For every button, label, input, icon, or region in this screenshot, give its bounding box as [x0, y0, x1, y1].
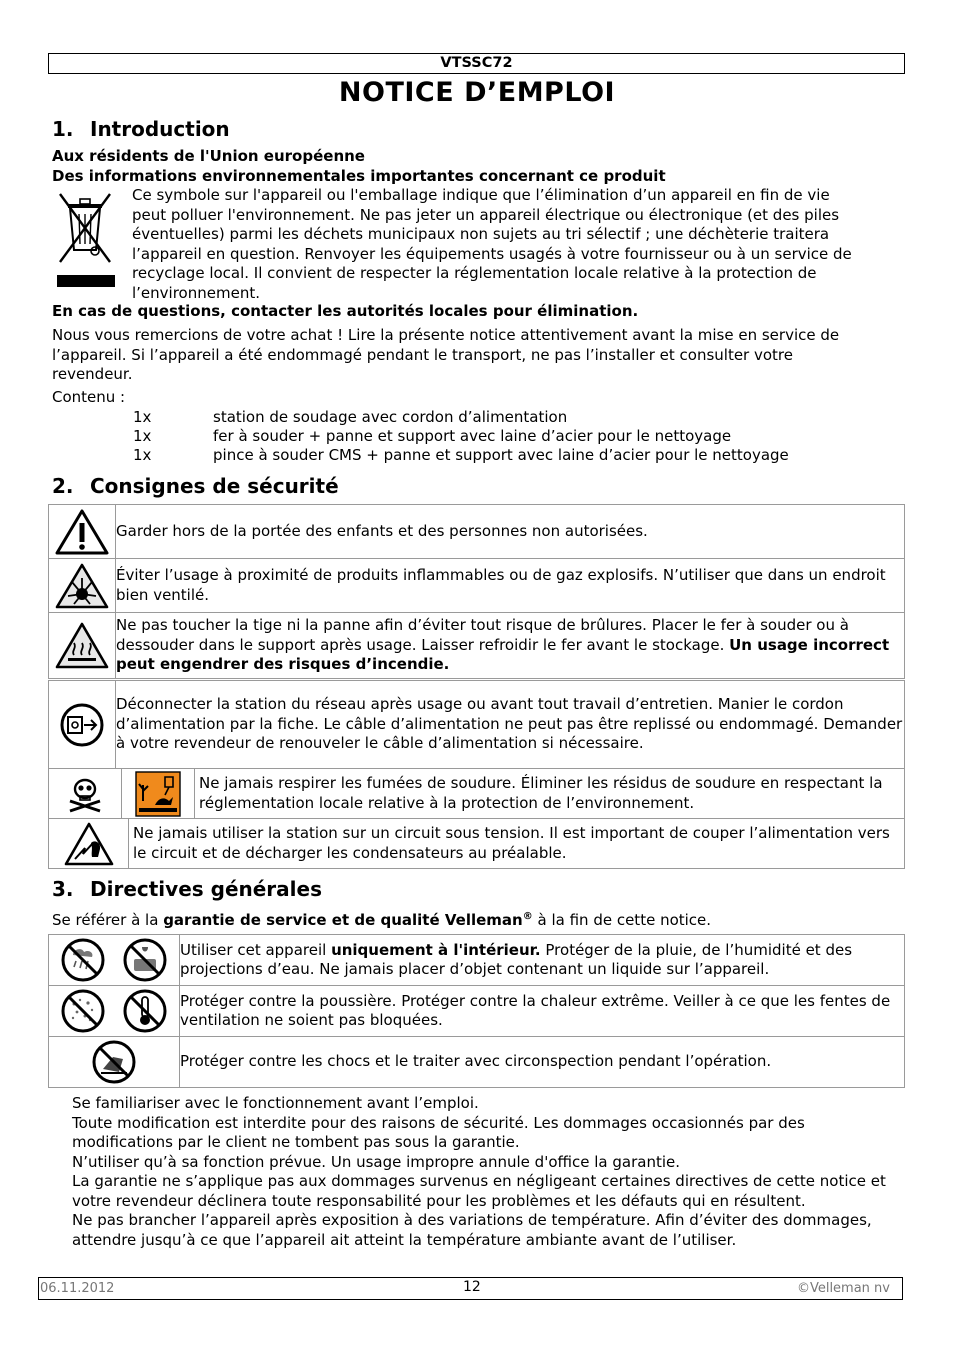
section-heading-safety	[52, 473, 339, 499]
electric-shock-icon	[63, 821, 115, 867]
icon-cell	[49, 613, 116, 679]
section-heading-general	[52, 876, 322, 902]
icon-cell	[49, 935, 180, 986]
icon-cell	[122, 769, 195, 819]
section-title: Introduction	[90, 117, 230, 141]
no-heat-icon	[122, 988, 168, 1034]
footer-date: 06.11.2012	[40, 1281, 115, 1296]
warning-triangle-icon	[54, 508, 110, 556]
icon-cell	[49, 1037, 180, 1088]
no-dust-icon	[60, 988, 106, 1034]
list-item: La garantie ne s’applique pas aux dommages survenus en négligeant certaines directives de cette notice et votre revendeur déclinera toute responsabilité pour les problèmes et les défauts qui en résultent.	[72, 1172, 886, 1210]
warranty-reference: Se référer à la garantie de service et de qualité Velleman® à la fin de cette notice.	[52, 911, 712, 929]
no-water-icon	[122, 937, 168, 983]
text-cell: Ne jamais utiliser la station sur un circuit sous tension. Il est important de couper l’alimentation vers le circuit et de décharger les condensateurs au préalable.	[129, 819, 905, 869]
table-row	[49, 819, 905, 869]
no-shock-icon	[91, 1039, 137, 1085]
text-cell: Protéger contre les chocs et le traiter avec circonspection pendant l’opération.	[180, 1037, 905, 1088]
text-cell: Ne pas toucher la tige ni la panne afin d’éviter tout risque de brûlures. Placer le fer à souder ou à dessouder dans le support après usage. Laisser refroidir le fer avant le stockage. Un usage incorrect peut engendrer des risques d’incendie.	[116, 613, 905, 679]
section-number: 2.	[52, 474, 74, 498]
section-heading-introduction	[52, 116, 230, 142]
weee-icon	[52, 188, 118, 292]
text-cell: Éviter l’usage à proximité de produits inflammables ou de gaz explosifs. N’utiliser que dans un endroit bien ventilé.	[116, 559, 905, 613]
icon-cell	[49, 505, 116, 559]
weee-text: Ce symbole sur l'appareil ou l'emballage indique que l’élimination d’un appareil en fin de vie peut polluer l'environnement. Ne pas jeter un appareil électrique ou électronique (et des piles éventuelles) parmi les déchets municipaux non sujets au tri sélectif ; une déchèterie traitera l’appareil en question. Renvoyer les équipements usagés à votre fournisseur ou à un service de recyclage local. Il convient de respecter la réglementation locale relative à la protection de l’environnement.	[132, 186, 852, 302]
model-header: VTSSC72	[48, 53, 905, 74]
list-item: Se familiariser avec le fonctionnement avant l’emploi.	[72, 1094, 479, 1112]
table-row	[49, 681, 905, 769]
page-number: 12	[463, 1279, 481, 1295]
text-cell: Garder hors de la portée des enfants et des personnes non autorisées.	[116, 505, 905, 559]
general-rules	[72, 1094, 904, 1250]
page-footer	[38, 1277, 903, 1300]
questions-notice: En cas de questions, contacter les autorités locales pour élimination.	[52, 302, 639, 320]
safety-table-3	[48, 768, 905, 819]
section-number: 1.	[52, 117, 74, 141]
list-item: Toute modification est interdite pour des raisons de sécurité. Les dommages occasionnés par des modifications par le client ne tombent pas sous la garantie.	[72, 1113, 805, 1151]
icon-cell	[49, 559, 116, 613]
icon-cell	[49, 681, 116, 769]
safety-table-4	[48, 818, 905, 869]
skull-icon	[65, 774, 105, 814]
text-cell: Utiliser cet appareil uniquement à l'intérieur. Protéger de la pluie, de l’humidité et des projections d’eau. Ne jamais placer d’objet contenant un liquide sur l’appareil.	[180, 935, 905, 986]
hot-surface-icon	[54, 621, 110, 671]
environment-hazard-icon	[135, 771, 181, 817]
page-title: NOTICE D’EMPLOI	[338, 77, 616, 108]
env-heading: Des informations environnementales importantes concernant ce produit	[52, 167, 666, 185]
table-row	[49, 935, 905, 986]
list-item: Ne pas brancher l’appareil après exposition à des variations de température. Afin d’éviter des dommages, attendre jusqu’à ce que l’appareil ait atteint la température ambiante avant de l’utiliser.	[72, 1211, 872, 1249]
safety-table-2	[48, 680, 905, 769]
table-row	[49, 769, 905, 819]
list-item: N’utiliser qu’à sa fonction prévue. Un usage impropre annule d'office la garantie.	[72, 1152, 680, 1171]
section-number: 3.	[52, 877, 74, 901]
general-table	[48, 934, 905, 1088]
no-rain-icon	[60, 937, 106, 983]
safety-table-1	[48, 504, 905, 679]
icon-cell	[49, 769, 122, 819]
section-title: Consignes de sécurité	[90, 474, 339, 498]
table-row	[49, 986, 905, 1037]
section-title: Directives générales	[90, 877, 322, 901]
unplug-icon	[59, 702, 105, 748]
text-cell: Ne jamais respirer les fumées de soudure. Éliminer les résidus de soudure en respectant la réglementation locale relative à la protection de l’environnement.	[195, 769, 905, 819]
table-row	[49, 505, 905, 559]
table-row	[49, 559, 905, 613]
thanks-paragraph: Nous vous remercions de votre achat ! Lire la présente notice attentivement avant la mise en service de l’appareil. Si l’appareil a été endommagé pendant le transport, ne pas l’installer et consulter votre revendeur.	[52, 326, 840, 383]
text-cell: Déconnecter la station du réseau après usage ou avant tout travail d’entretien. Manier le cordon d’alimentation par la fiche. Le câble d’alimentation ne peut pas être replissé ou endommagé. Demander à votre revendeur de renouveler le câble d’alimentation si nécessaire.	[116, 681, 905, 769]
contents-label: Contenu :	[52, 388, 126, 406]
icon-cell	[49, 986, 180, 1037]
table-row	[49, 613, 905, 679]
explosive-triangle-icon	[54, 562, 110, 610]
eu-heading: Aux résidents de l'Union européenne	[52, 147, 365, 165]
table-row	[49, 1037, 905, 1088]
icon-cell	[49, 819, 129, 869]
footer-brand: ©Velleman nv	[796, 1281, 890, 1296]
crossed-bin-icon	[52, 188, 118, 292]
text-cell: Protéger contre la poussière. Protéger contre la chaleur extrême. Veiller à ce que les fentes de ventilation ne soient pas bloquées.	[180, 986, 905, 1037]
